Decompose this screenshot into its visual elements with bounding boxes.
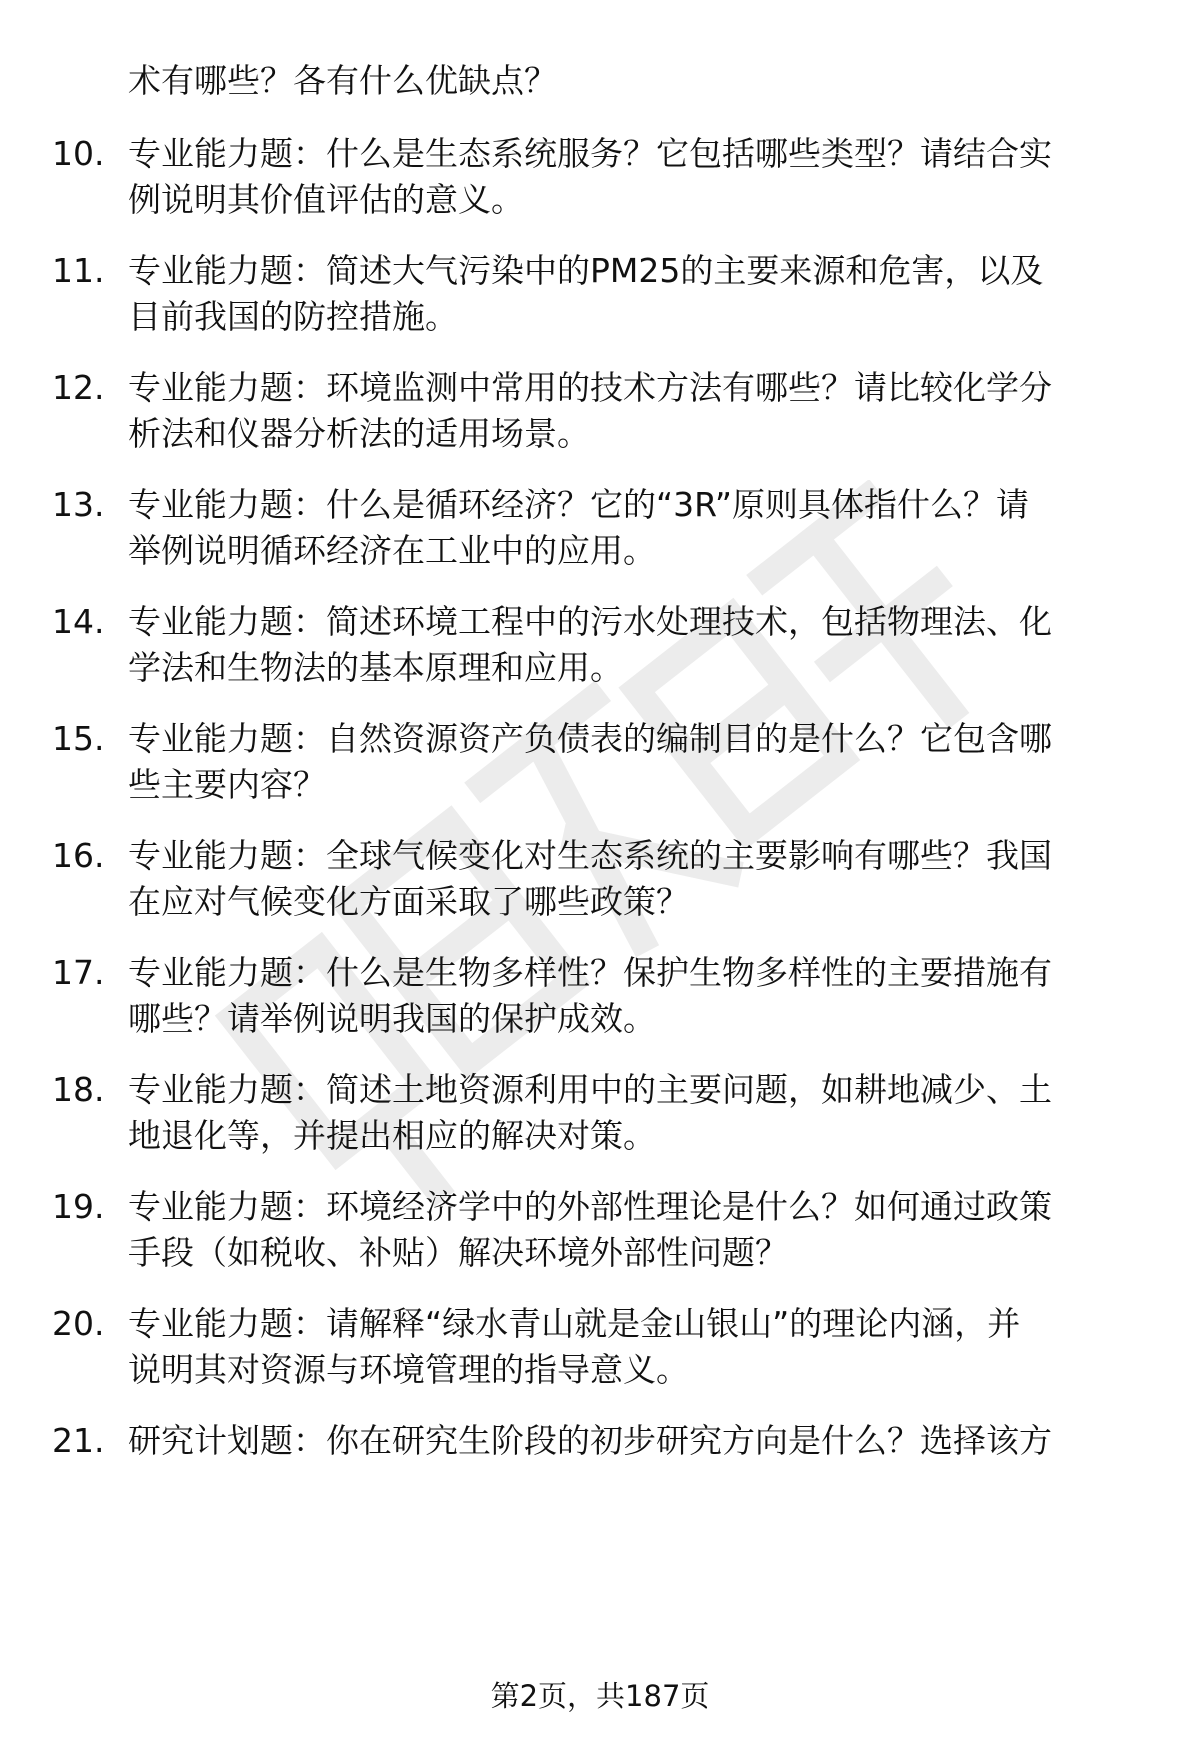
question-number: 16. [52, 836, 105, 875]
question-number: 12. [52, 368, 105, 407]
question-text-line: 专业能力题：什么是生物多样性？保护生物多样性的主要措施有 [128, 953, 1052, 992]
question-number: 14. [52, 602, 105, 641]
question-text-line: 说明其对资源与环境管理的指导意义。 [128, 1350, 689, 1389]
question-text-line: 在应对气候变化方面采取了哪些政策？ [128, 882, 689, 921]
question-text-line: 专业能力题：自然资源资产负债表的编制目的是什么？它包含哪 [128, 719, 1052, 758]
question-text-line: 手段（如税收、补贴）解决环境外部性问题？ [128, 1233, 788, 1272]
question-text-line: 研究计划题：你在研究生阶段的初步研究方向是什么？选择该方 [128, 1421, 1052, 1460]
question-text-line: 专业能力题：什么是生态系统服务？它包括哪些类型？请结合实 [128, 134, 1052, 173]
question-text-line: 地退化等，并提出相应的解决对策。 [128, 1116, 656, 1155]
question-number: 11. [52, 251, 105, 290]
question-text-line: 专业能力题：环境监测中常用的技术方法有哪些？请比较化学分 [128, 368, 1052, 407]
question-number: 17. [52, 953, 105, 992]
question-text-line: 目前我国的防控措施。 [128, 297, 458, 336]
question-text-line: 些主要内容？ [128, 765, 326, 804]
question-number: 21. [52, 1421, 105, 1460]
question-text-line: 专业能力题：全球气候变化对生态系统的主要影响有哪些？我国 [128, 836, 1052, 875]
question-text-line: 例说明其价值评估的意义。 [128, 180, 524, 219]
question-text-line: 专业能力题：请解释“绿水青山就是金山银山”的理论内涵，并 [128, 1304, 1021, 1343]
question-text-line: 专业能力题：简述大气污染中的PM25的主要来源和危害，以及 [128, 251, 1044, 290]
continuation-text: 术有哪些？各有什么优缺点？ [128, 61, 557, 100]
question-text-line: 学法和生物法的基本原理和应用。 [128, 648, 623, 687]
question-number: 18. [52, 1070, 105, 1109]
question-text-line: 专业能力题：什么是循环经济？它的“3R”原则具体指什么？请 [128, 485, 1030, 524]
question-number: 13. [52, 485, 105, 524]
question-text-line: 析法和仪器分析法的适用场景。 [128, 414, 590, 453]
question-text-line: 专业能力题：简述环境工程中的污水处理技术，包括物理法、化 [128, 602, 1052, 641]
question-number: 20. [52, 1304, 105, 1343]
question-text-line: 专业能力题：环境经济学中的外部性理论是什么？如何通过政策 [128, 1187, 1052, 1226]
question-number: 15. [52, 719, 105, 758]
question-number: 19. [52, 1187, 105, 1226]
question-text-line: 哪些？请举例说明我国的保护成效。 [128, 999, 656, 1038]
page-footer: 第2页，共187页 [490, 1679, 710, 1713]
question-text-line: 举例说明循环经济在工业中的应用。 [128, 531, 656, 570]
question-number: 10. [52, 134, 105, 173]
question-text-line: 专业能力题：简述土地资源利用中的主要问题，如耕地减少、土 [128, 1070, 1052, 1109]
